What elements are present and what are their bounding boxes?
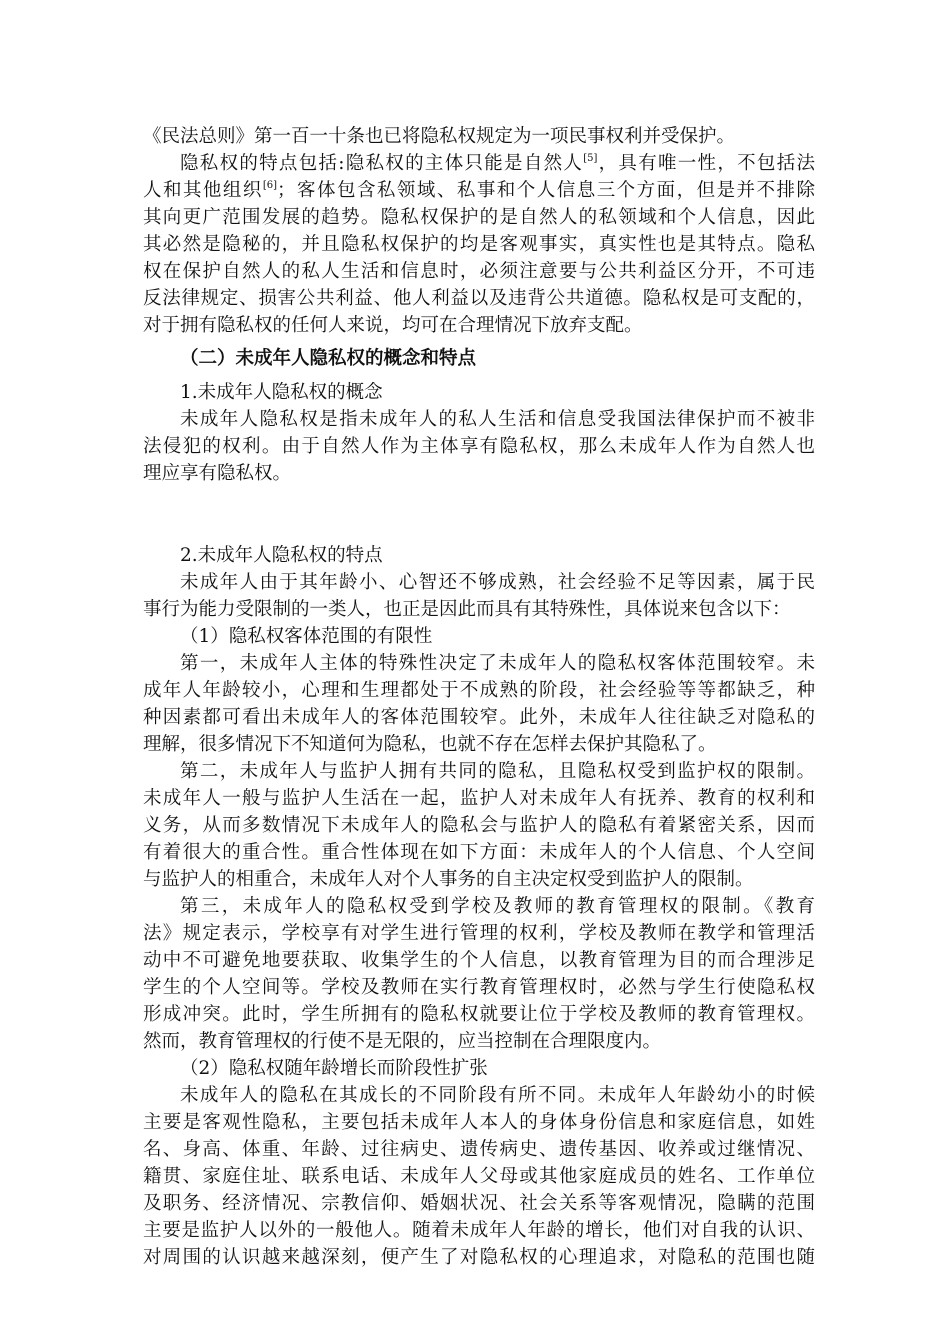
paragraph-line: 法侵犯的权利。由于自然人作为主体享有隐私权，那么未成年人作为自然人也 (143, 436, 815, 457)
paragraph-line: 权在保护自然人的私人生活和信息时，必须注意要与公共利益区分开，不可违 (143, 261, 815, 282)
paragraph-line: 义务，从而多数情况下未成年人的隐私会与监护人的隐私有着紧密关系，因而 (143, 815, 815, 836)
paragraph-line: 籍贯、家庭住址、联系电话、未成年人父母或其他家庭成员的姓名、工作单位 (143, 1166, 815, 1187)
paragraph-line: 反法律规定、损害公共利益、他人利益以及违背公共道德。隐私权是可支配的， (143, 288, 815, 309)
paragraph-line: 形成冲突。此时，学生所拥有的隐私权就要让位于学校及教师的教育管理权。 (143, 1004, 815, 1025)
paragraph-line: 未成年人由于其年龄小、心智还不够成熟，社会经验不足等因素，属于民 (180, 572, 815, 593)
paragraph-line: 对于拥有隐私权的任何人来说，均可在合理情况下放弃支配。 (143, 315, 643, 336)
paragraph-line: 事行为能力受限制的一类人，也正是因此而具有其特殊性，具体说来包含以下： (143, 599, 791, 620)
list-item-heading: （1）隐私权客体范围的有限性 (180, 626, 433, 647)
paragraph-line: 第二，未成年人与监护人拥有共同的隐私，且隐私权受到监护权的限制。 (180, 761, 815, 782)
section-heading: （二）未成年人隐私权的概念和特点 (180, 348, 477, 369)
paragraph-line: 其必然是隐秘的，并且隐私权保护的均是客观事实，真实性也是其特点。隐私 (143, 234, 815, 255)
paragraph-line: 法》规定表示，学校享有对学生进行管理的权利，学校及教师在教学和管理活 (143, 923, 815, 944)
paragraph-line: 主要是监护人以外的一般他人。随着未成年人年龄的增长，他们对自我的认识、 (143, 1220, 815, 1241)
paragraph-line: 未成年人隐私权是指未成年人的私人生活和信息受我国法律保护而不被非 (180, 409, 815, 430)
list-item-heading: （2）隐私权随年龄增长而阶段性扩张 (180, 1058, 488, 1079)
paragraph-line: 其向更广范围发展的趋势。隐私权保护的是自然人的私领域和个人信息，因此 (143, 207, 815, 228)
paragraph-line: 及职务、经济情况、宗教信仰、婚姻状况、社会关系等客观情况，隐瞒的范围 (143, 1193, 815, 1214)
text-run: 人和其他组织 (143, 180, 263, 201)
paragraph-line: 然而，教育管理权的行使不是无限的，应当控制在合理限度内。 (143, 1031, 662, 1052)
paragraph-line: 与监护人的相重合，未成年人对个人事务的自主决定权受到监护人的限制。 (143, 869, 754, 890)
paragraph-line (180, 151, 815, 177)
subsection-heading: 1.未成年人隐私权的概念 (180, 382, 383, 403)
paragraph-line: 理解，很多情况下不知道何为隐私，也就不存在怎样去保护其隐私了。 (143, 734, 717, 755)
citation-ref: [5] (583, 153, 598, 164)
paragraph-line: 第三，未成年人的隐私权受到学校及教师的教育管理权的限制。《教育 (180, 896, 815, 917)
paragraph-line: 《民法总则》第一百一十条也已将隐私权规定为一项民事权利并受保护。 (143, 126, 736, 147)
paragraph-line: 动中不可避免地要获取、收集学生的个人信息，以教育管理为目的而合理涉足 (143, 950, 815, 971)
paragraph-line: 学生的个人空间等。学校及教师在实行教育管理权时，必然与学生行使隐私权 (143, 977, 815, 998)
text-run: ，具有唯一性，不包括法 (597, 153, 815, 174)
paragraph-line: 第一，未成年人主体的特殊性决定了未成年人的隐私权客体范围较窄。未 (180, 653, 815, 674)
paragraph-line: 理应享有隐私权。 (143, 463, 292, 484)
text-run: 隐私权的特点包括:隐私权的主体只能是自然人 (180, 153, 584, 174)
paragraph-line: 主要是客观性隐私，主要包括未成年人本人的身体身份信息和家庭信息，如姓 (143, 1112, 815, 1133)
paragraph-line: 未成年人的隐私在其成长的不同阶段有所不同。未成年人年龄幼小的时候 (180, 1085, 815, 1106)
paragraph-line: 未成年人一般与监护人生活在一起，监护人对未成年人有抚养、教育的权利和 (143, 788, 815, 809)
paragraph-line: 名、身高、体重、年龄、过往病史、遗传病史、遗传基因、收养或过继情况、 (143, 1139, 815, 1160)
citation-ref: [6] (262, 180, 278, 191)
paragraph-line: 对周围的认识越来越深刻，便产生了对隐私权的心理追求，对隐私的范围也随 (143, 1247, 815, 1268)
paragraph-line: 种因素都可看出未成年人的客体范围较窄。此外，未成年人往往缺乏对隐私的 (143, 707, 815, 728)
paragraph-line (143, 178, 815, 204)
text-run: ；客体包含私领域、私事和个人信息三个方面，但是并不排除 (277, 180, 815, 201)
subsection-heading: 2.未成年人隐私权的特点 (180, 545, 383, 566)
paragraph-line: 有着很大的重合性。重合性体现在如下方面：未成年人的个人信息、个人空间 (143, 842, 815, 863)
paragraph-line: 成年人年龄较小，心理和生理都处于不成熟的阶段，社会经验等等都缺乏，种 (143, 680, 815, 701)
